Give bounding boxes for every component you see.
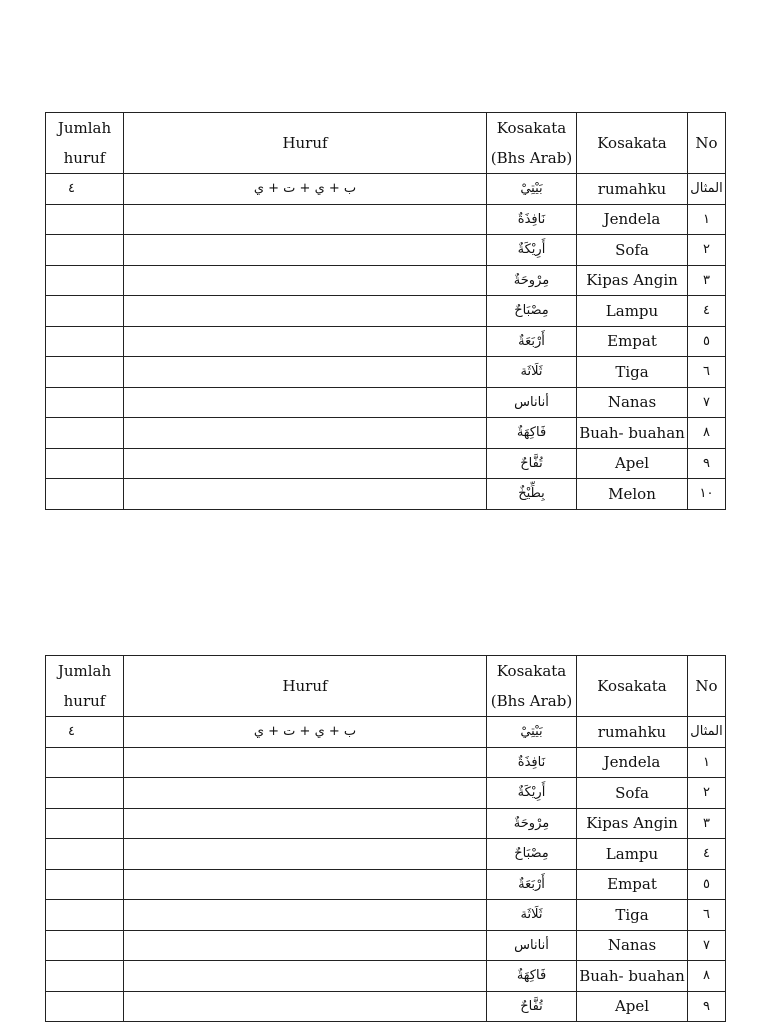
huruf-cell (124, 326, 487, 357)
vocab-table-1 (45, 112, 726, 510)
table-row (46, 174, 726, 205)
table-row (46, 717, 726, 748)
kosakata-arab-cell: فَاكِهَةٌ (487, 961, 577, 992)
vocab-table-2 (45, 655, 726, 1022)
header-jumlah-huruf: Jumlah huruf (46, 656, 124, 717)
huruf-cell (124, 991, 487, 1022)
kosakata-arab-cell: أَرْبَعَةٌ (487, 869, 577, 900)
table-row (46, 961, 726, 992)
header-kosakata: Kosakata (577, 113, 688, 174)
kosakata-cell: Tiga (577, 357, 688, 388)
header-row (46, 113, 726, 174)
jumlah-huruf-cell (46, 869, 124, 900)
huruf-cell (124, 930, 487, 961)
no-cell: ٣ (688, 808, 726, 839)
table-row (46, 387, 726, 418)
no-cell: ٧ (688, 387, 726, 418)
kosakata-cell: Tiga (577, 900, 688, 931)
huruf-cell (124, 900, 487, 931)
jumlah-huruf-cell (46, 326, 124, 357)
no-cell: ٤ (688, 296, 726, 327)
table-row (46, 869, 726, 900)
jumlah-huruf-cell (46, 808, 124, 839)
no-cell: ٩ (688, 448, 726, 479)
header-kosakata: Kosakata (577, 656, 688, 717)
kosakata-arab-cell: تُفَّاحٌ (487, 991, 577, 1022)
kosakata-arab-cell: تُفَّاحٌ (487, 448, 577, 479)
jumlah-huruf-cell (46, 296, 124, 327)
table-row (46, 357, 726, 388)
table-row (46, 747, 726, 778)
huruf-cell (124, 235, 487, 266)
kosakata-cell: Lampu (577, 296, 688, 327)
jumlah-huruf-cell (46, 235, 124, 266)
huruf-cell (124, 357, 487, 388)
header-huruf: Huruf (124, 113, 487, 174)
table-row (46, 778, 726, 809)
header-huruf: Huruf (124, 656, 487, 717)
no-cell: المثال (688, 174, 726, 205)
kosakata-arab-cell: مِصْبَاحٌ (487, 839, 577, 870)
huruf-cell (124, 839, 487, 870)
huruf-cell (124, 296, 487, 327)
kosakata-cell: Jendela (577, 747, 688, 778)
jumlah-huruf-cell (46, 387, 124, 418)
kosakata-arab-cell: أَرْبَعَةٌ (487, 326, 577, 357)
kosakata-cell: Apel (577, 448, 688, 479)
huruf-cell: ب + ي + ت + ي (124, 174, 487, 205)
header-row (46, 656, 726, 717)
kosakata-arab-cell: بِطِّيْخٌ (487, 479, 577, 510)
jumlah-huruf-cell (46, 265, 124, 296)
huruf-cell (124, 778, 487, 809)
huruf-cell (124, 204, 487, 235)
no-cell: ١٠ (688, 479, 726, 510)
no-cell: ٤ (688, 839, 726, 870)
kosakata-arab-cell: مِرْوحَةٌ (487, 808, 577, 839)
kosakata-cell: rumahku (577, 717, 688, 748)
kosakata-cell: Empat (577, 326, 688, 357)
kosakata-arab-cell: ثَلَاثَة (487, 357, 577, 388)
kosakata-arab-cell: أناناس (487, 930, 577, 961)
kosakata-arab-cell: نَافِذَةٌ (487, 747, 577, 778)
kosakata-cell: Melon (577, 479, 688, 510)
table-row (46, 808, 726, 839)
jumlah-huruf-cell (46, 778, 124, 809)
jumlah-huruf-cell (46, 900, 124, 931)
huruf-cell (124, 448, 487, 479)
table-row (46, 839, 726, 870)
table-row (46, 900, 726, 931)
huruf-cell (124, 418, 487, 449)
jumlah-huruf-cell (46, 961, 124, 992)
jumlah-huruf-cell (46, 357, 124, 388)
kosakata-cell: Kipas Angin (577, 808, 688, 839)
jumlah-huruf-cell: ٤ (46, 174, 124, 205)
kosakata-cell: Jendela (577, 204, 688, 235)
jumlah-huruf-cell (46, 839, 124, 870)
huruf-cell (124, 961, 487, 992)
kosakata-arab-cell: ثَلَاثَة (487, 900, 577, 931)
huruf-cell (124, 747, 487, 778)
header-jumlah-huruf: Jumlah huruf (46, 113, 124, 174)
no-cell: ٣ (688, 265, 726, 296)
header-no: No (688, 656, 726, 717)
no-cell: ١ (688, 747, 726, 778)
jumlah-huruf-cell (46, 204, 124, 235)
table-row (46, 479, 726, 510)
kosakata-cell: Buah- buahan (577, 961, 688, 992)
no-cell: ٨ (688, 961, 726, 992)
kosakata-arab-cell: بَيْتِيْ (487, 717, 577, 748)
table-row (46, 930, 726, 961)
table-row (46, 448, 726, 479)
kosakata-cell: Sofa (577, 235, 688, 266)
kosakata-cell: Nanas (577, 930, 688, 961)
jumlah-huruf-cell (46, 991, 124, 1022)
huruf-cell (124, 265, 487, 296)
kosakata-arab-cell: أَرِيْكَةٌ (487, 778, 577, 809)
table-row (46, 991, 726, 1022)
kosakata-arab-cell: مِرْوحَةٌ (487, 265, 577, 296)
no-cell: ٦ (688, 357, 726, 388)
table-row (46, 235, 726, 266)
no-cell: ٥ (688, 869, 726, 900)
no-cell: ٦ (688, 900, 726, 931)
no-cell: ٥ (688, 326, 726, 357)
kosakata-arab-cell: أناناس (487, 387, 577, 418)
no-cell: ٩ (688, 991, 726, 1022)
kosakata-arab-cell: بَيْتِيْ (487, 174, 577, 205)
kosakata-arab-cell: فَاكِهَةٌ (487, 418, 577, 449)
jumlah-huruf-cell (46, 448, 124, 479)
jumlah-huruf-cell (46, 930, 124, 961)
kosakata-cell: Empat (577, 869, 688, 900)
huruf-cell (124, 808, 487, 839)
kosakata-cell: Kipas Angin (577, 265, 688, 296)
kosakata-cell: Lampu (577, 839, 688, 870)
jumlah-huruf-cell (46, 418, 124, 449)
jumlah-huruf-cell (46, 747, 124, 778)
no-cell: ٢ (688, 235, 726, 266)
kosakata-cell: rumahku (577, 174, 688, 205)
huruf-cell (124, 387, 487, 418)
no-cell: ٢ (688, 778, 726, 809)
jumlah-huruf-cell: ٤ (46, 717, 124, 748)
no-cell: المثال (688, 717, 726, 748)
table-row (46, 265, 726, 296)
kosakata-arab-cell: نَافِذَةٌ (487, 204, 577, 235)
huruf-cell (124, 869, 487, 900)
header-kosakata-arab: Kosakata (Bhs Arab) (487, 113, 577, 174)
header-kosakata-arab: Kosakata (Bhs Arab) (487, 656, 577, 717)
no-cell: ٧ (688, 930, 726, 961)
header-no: No (688, 113, 726, 174)
kosakata-cell: Buah- buahan (577, 418, 688, 449)
kosakata-cell: Nanas (577, 387, 688, 418)
kosakata-cell: Apel (577, 991, 688, 1022)
table-row (46, 204, 726, 235)
table-row (46, 296, 726, 327)
no-cell: ١ (688, 204, 726, 235)
kosakata-cell: Sofa (577, 778, 688, 809)
table-row (46, 326, 726, 357)
no-cell: ٨ (688, 418, 726, 449)
huruf-cell: ب + ي + ت + ي (124, 717, 487, 748)
kosakata-arab-cell: أَرِيْكَةٌ (487, 235, 577, 266)
table-row (46, 418, 726, 449)
kosakata-arab-cell: مِصْبَاحٌ (487, 296, 577, 327)
jumlah-huruf-cell (46, 479, 124, 510)
huruf-cell (124, 479, 487, 510)
